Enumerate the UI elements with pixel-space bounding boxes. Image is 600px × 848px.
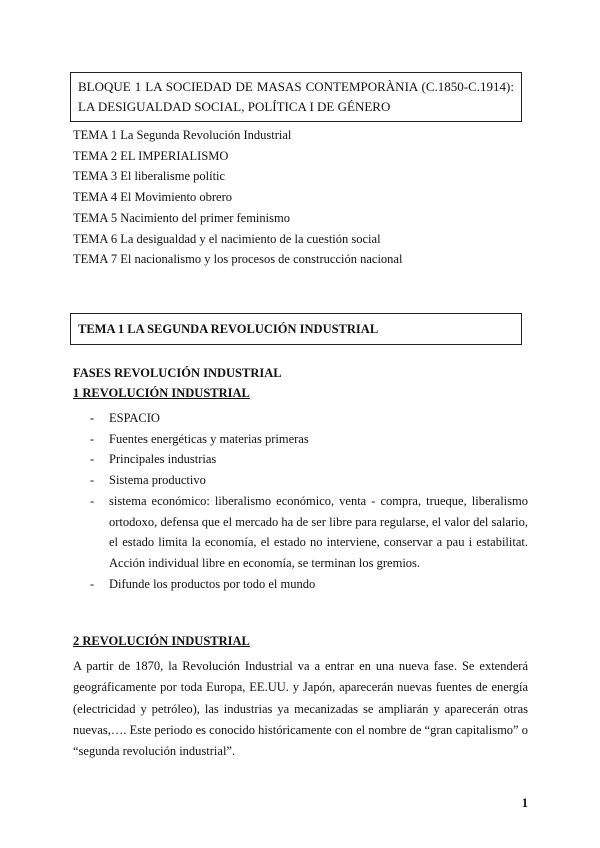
tema-item: TEMA 1 La Segunda Revolución Industrial xyxy=(73,128,292,142)
tema-item: TEMA 2 EL IMPERIALISMO xyxy=(73,148,229,163)
rev2-heading: 2 REVOLUCIÓN INDUSTRIAL xyxy=(73,634,250,648)
list-item: - sistema económico: liberalismo económico, venta - compra, trueque, liberalismo ortodoxo, defensa que el mercado ha de ser libre para regularse, el valor del salario, el estado limita la economía, el estado no interviene, conservar a pau i estabilitat. Acción individual libre en economía, se terminan los gremios. xyxy=(90,491,528,574)
temas-list xyxy=(73,125,402,270)
tema-item: TEMA 5 Nacimiento del primer feminismo xyxy=(73,210,290,225)
page-number: 1 xyxy=(521,796,528,810)
fases-heading: FASES REVOLUCIÓN INDUSTRIAL xyxy=(73,366,282,380)
tema-item: TEMA 7 El nacionalismo y los procesos de construcción nacional xyxy=(73,252,403,267)
tema1-title-box xyxy=(70,313,522,345)
list-item: - Principales industrias xyxy=(90,449,528,470)
list-item: - Sistema productivo xyxy=(90,470,528,491)
tema-item: TEMA 4 El Movimiento obrero xyxy=(73,190,233,205)
list-item: - Difunde los productos por todo el mundo xyxy=(90,574,528,595)
tema-item: TEMA 6 La desigualdad y el nacimiento de la cuestión social xyxy=(73,231,381,246)
bloque-title-box xyxy=(70,72,522,122)
list-item: - Fuentes energéticas y materias primeras xyxy=(90,429,528,450)
tema-item: TEMA 3 El liberalisme polític xyxy=(73,169,226,184)
bloque-title: BLOQUE 1 LA SOCIEDAD DE MASAS CONTEMPORÀNIA (C.1850-C.1914): LA DESIGUALDAD SOCIAL, POLÍTICA I DE GÉNERO xyxy=(78,79,514,114)
list-item: - ESPACIO xyxy=(90,408,528,429)
rev1-heading: 1 REVOLUCIÓN INDUSTRIAL xyxy=(73,386,250,400)
rev1-bullet-list xyxy=(90,408,528,594)
rev2-paragraph: A partir de 1870, la Revolución Industrial va a entrar en una nueva fase. Se extenderá geográficamente por toda Europa, EE.UU. y Japón, aparecerán nuevas fuentes de energía (electricidad y petróleo), las industrias ya mecanizadas se ampliarán y aparecerán otras nuevas,…. Este periodo es conocido históricamente con el nombre de “gran capitalismo” o “segunda revolución industrial”. xyxy=(73,659,528,759)
tema1-title: TEMA 1 LA SEGUNDA REVOLUCIÓN INDUSTRIAL xyxy=(78,322,379,336)
